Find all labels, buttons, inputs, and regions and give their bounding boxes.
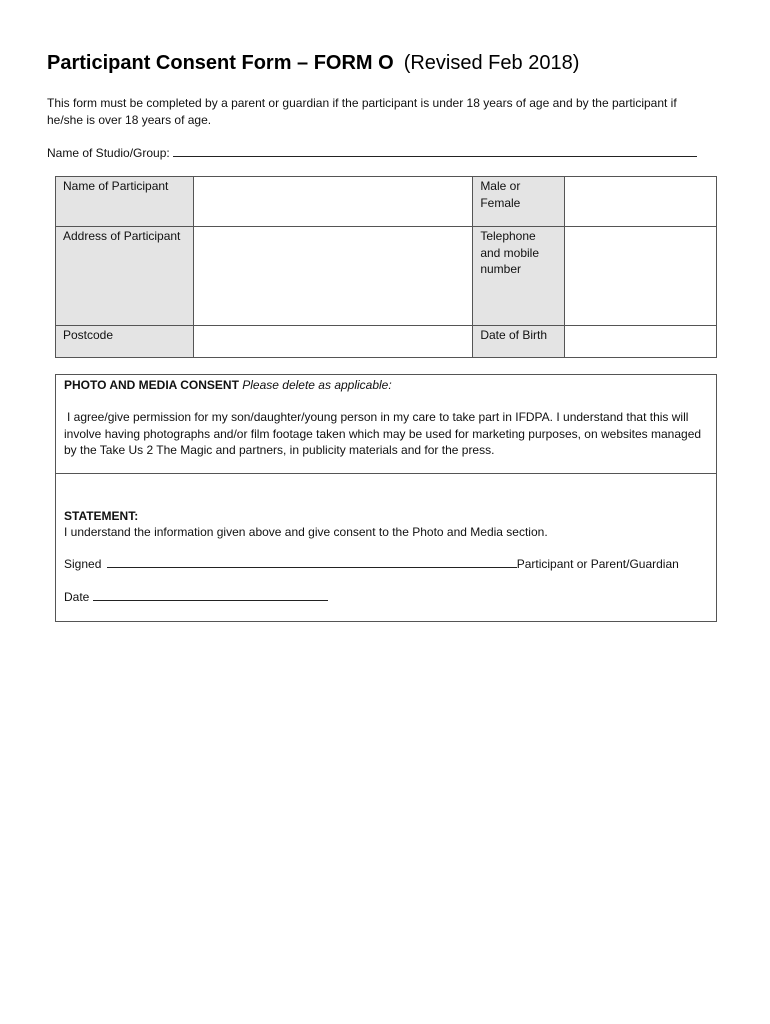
statement-heading: STATEMENT: bbox=[64, 509, 139, 523]
statement-text: I understand the information given above and give consent to the Photo and Media section. bbox=[64, 525, 548, 539]
photo-media-consent-section bbox=[56, 375, 716, 474]
photo-media-consent-box bbox=[55, 374, 717, 622]
participant-address-field[interactable] bbox=[193, 227, 472, 326]
form-title bbox=[47, 52, 579, 75]
date-of-birth-field[interactable] bbox=[565, 326, 717, 358]
consent-heading-row bbox=[64, 377, 708, 394]
gender-label: Male or Female bbox=[473, 177, 565, 227]
signed-suffix: Participant or Parent/Guardian bbox=[516, 557, 679, 571]
telephone-label: Telephone and mobile number bbox=[473, 227, 565, 326]
signed-label: Signed bbox=[64, 557, 102, 571]
participant-name-label: Name of Participant bbox=[56, 177, 194, 227]
date-field[interactable] bbox=[93, 589, 328, 601]
studio-group-label: Name of Studio/Group: bbox=[47, 146, 170, 160]
form-title-text: Participant Consent Form – FORM O bbox=[47, 52, 394, 74]
participant-address-label: Address of Participant bbox=[56, 227, 194, 326]
participant-details-table bbox=[55, 176, 717, 358]
gender-field[interactable] bbox=[565, 177, 717, 227]
studio-group-row bbox=[47, 145, 727, 160]
signature-row bbox=[64, 556, 708, 573]
studio-group-field[interactable] bbox=[173, 145, 697, 157]
consent-heading-note: Please delete as applicable: bbox=[242, 378, 392, 392]
consent-body-text: I agree/give permission for my son/daughter/young person in my care to take part in IFDPA. I understand that this will involve having photographs and/or film footage taken which may be used for marketing purposes, on websites managed by the Take Us 2 The Magic and partners, in publicity materials and for the press. bbox=[64, 410, 702, 457]
consent-heading: PHOTO AND MEDIA CONSENT bbox=[64, 378, 239, 392]
participant-name-field[interactable] bbox=[193, 177, 472, 227]
postcode-field[interactable] bbox=[193, 326, 472, 358]
date-of-birth-label: Date of Birth bbox=[473, 326, 565, 358]
date-label: Date bbox=[64, 590, 90, 604]
signature-field[interactable] bbox=[107, 556, 517, 568]
form-instructions: This form must be completed by a parent or guardian if the participant is under 18 years of age and by the participant if he/she is over 18 years of age. bbox=[47, 96, 677, 127]
date-row bbox=[64, 589, 708, 606]
postcode-label: Postcode bbox=[56, 326, 194, 358]
telephone-field[interactable] bbox=[565, 227, 717, 326]
form-revision: (Revised Feb 2018) bbox=[403, 52, 580, 74]
